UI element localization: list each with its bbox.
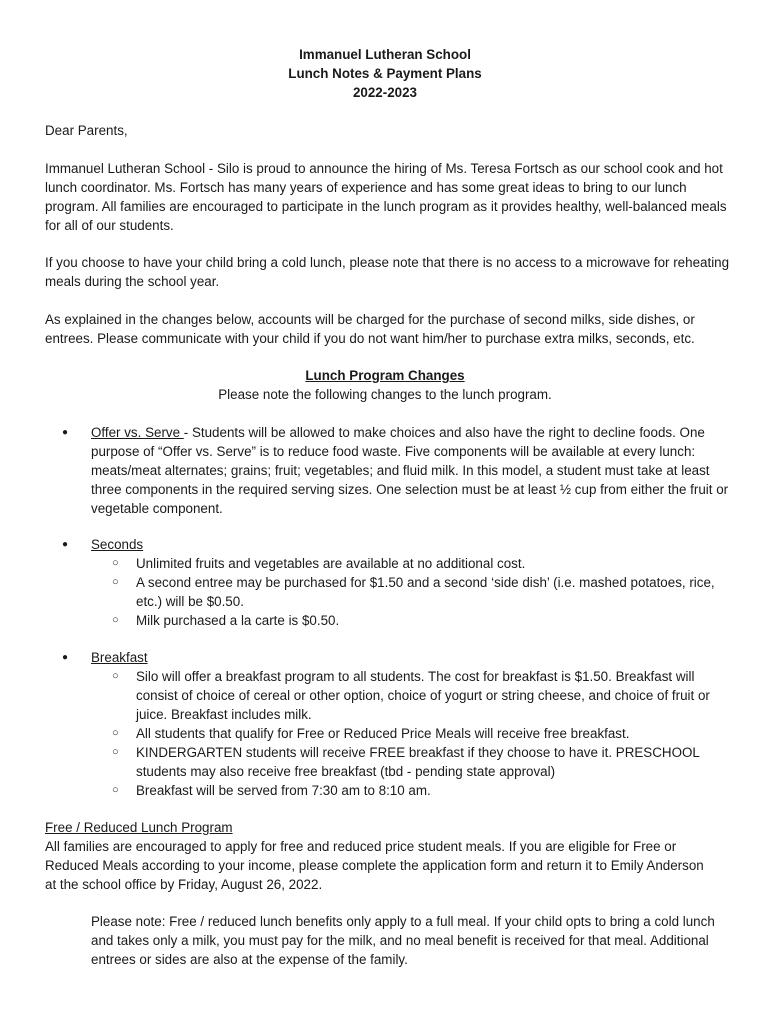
seconds-item: Milk purchased a la carte is $0.50. [136,613,340,628]
document-subtitle: Lunch Notes & Payment Plans [288,66,482,81]
intro-paragraph: Immanuel Lutheran School - Silo is proud to announce the hiring of Ms. Teresa Fortsch as our school cook and hot lunch coordinator. Ms. Fortsch has many years of experience and has some great ideas to bring to our lunch program. All families are encouraged to participate in the lunch program as it provides healthy, well-balanced meals for all of our students. [45,161,727,233]
school-name: Immanuel Lutheran School [299,47,471,62]
sub-bullet-icon: ○ [112,727,119,739]
breakfast-item: Silo will offer a breakfast program to all students. The cost for breakfast is $1.50. Breakfast will consist of choice of cereal or other option, choice of yogurt or string cheese, and choice of fruit or juice. Breakfast includes milk. [136,669,710,722]
breakfast-item: Breakfast will be served from 7:30 am to 8:10 am. [136,783,431,798]
bullet-icon: ● [62,652,69,663]
cold-lunch-paragraph: If you choose to have your child bring a cold lunch, please note that there is no access to a microwave for reheating meals during the school year. [45,255,730,289]
seconds-label: Seconds [91,537,144,552]
greeting: Dear Parents, [45,123,128,138]
free-reduced-title: Free / Reduced Lunch Program [45,820,233,835]
free-reduced-note: Please note: Free / reduced lunch benefits only apply to a full meal. If your child opts to bring a cold lunch and takes only a milk, you must pay for the milk, and no meal benefit is received for that meal. Additional entrees or sides are also at the expense of the family. [91,914,715,967]
bullet-icon: ● [62,427,69,438]
offer-vs-serve-item [91,423,731,518]
sub-bullet-icon: ○ [112,784,119,796]
school-year: 2022-2023 [352,85,418,100]
bullet-icon: ● [62,539,69,550]
breakfast-item: All students that qualify for Free or Reduced Price Meals will receive free breakfast. [136,726,630,741]
sub-bullet-icon: ○ [112,670,119,682]
seconds-item: Unlimited fruits and vegetables are available at no additional cost. [136,556,526,571]
breakfast-label: Breakfast [91,650,148,665]
breakfast-item: KINDERGARTEN students will receive FREE breakfast if they choose to have it. PRESCHOOL students may also receive free breakfast (tbd - pending state approval) [136,745,700,779]
sub-bullet-icon: ○ [112,746,119,758]
free-reduced-text: All families are encouraged to apply for free and reduced price student meals. If you are eligible for Free or Reduced Meals according to your income, please complete the application form and return it to Emily Anderson at the school office by Friday, August 26, 2022. [45,839,704,892]
document-header [0,45,770,102]
offer-vs-serve-label: Offer vs. Serve [91,425,184,440]
charges-paragraph: As explained in the changes below, accounts will be charged for the purchase of second milks, side dishes, or entrees. Please communicate with your child if you do not want him/her to purchase extra milks, seconds, etc. [45,312,695,346]
changes-subtitle: Please note the following changes to the lunch program. [218,387,552,402]
sub-bullet-icon: ○ [112,614,119,626]
offer-vs-serve-text: - Students will be allowed to make choices and also have the right to decline foods. One purpose of “Offer vs. Serve” is to reduce food waste. Five components will be available at every lunch: meats/meat alternates; grains; fruit; vegetables; and fluid milk. In this model, a student must take at least three components in the required serving sizes. One selection must be at least ½ cup from either the fruit or vegetable component. [91,425,729,516]
seconds-item: A second entree may be purchased for $1.50 and a second ‘side dish’ (i.e. mashed potatoes, rice, etc.) will be $0.50. [136,575,715,609]
sub-bullet-icon: ○ [112,557,119,569]
sub-bullet-icon: ○ [112,576,119,588]
changes-title: Lunch Program Changes [305,368,465,383]
